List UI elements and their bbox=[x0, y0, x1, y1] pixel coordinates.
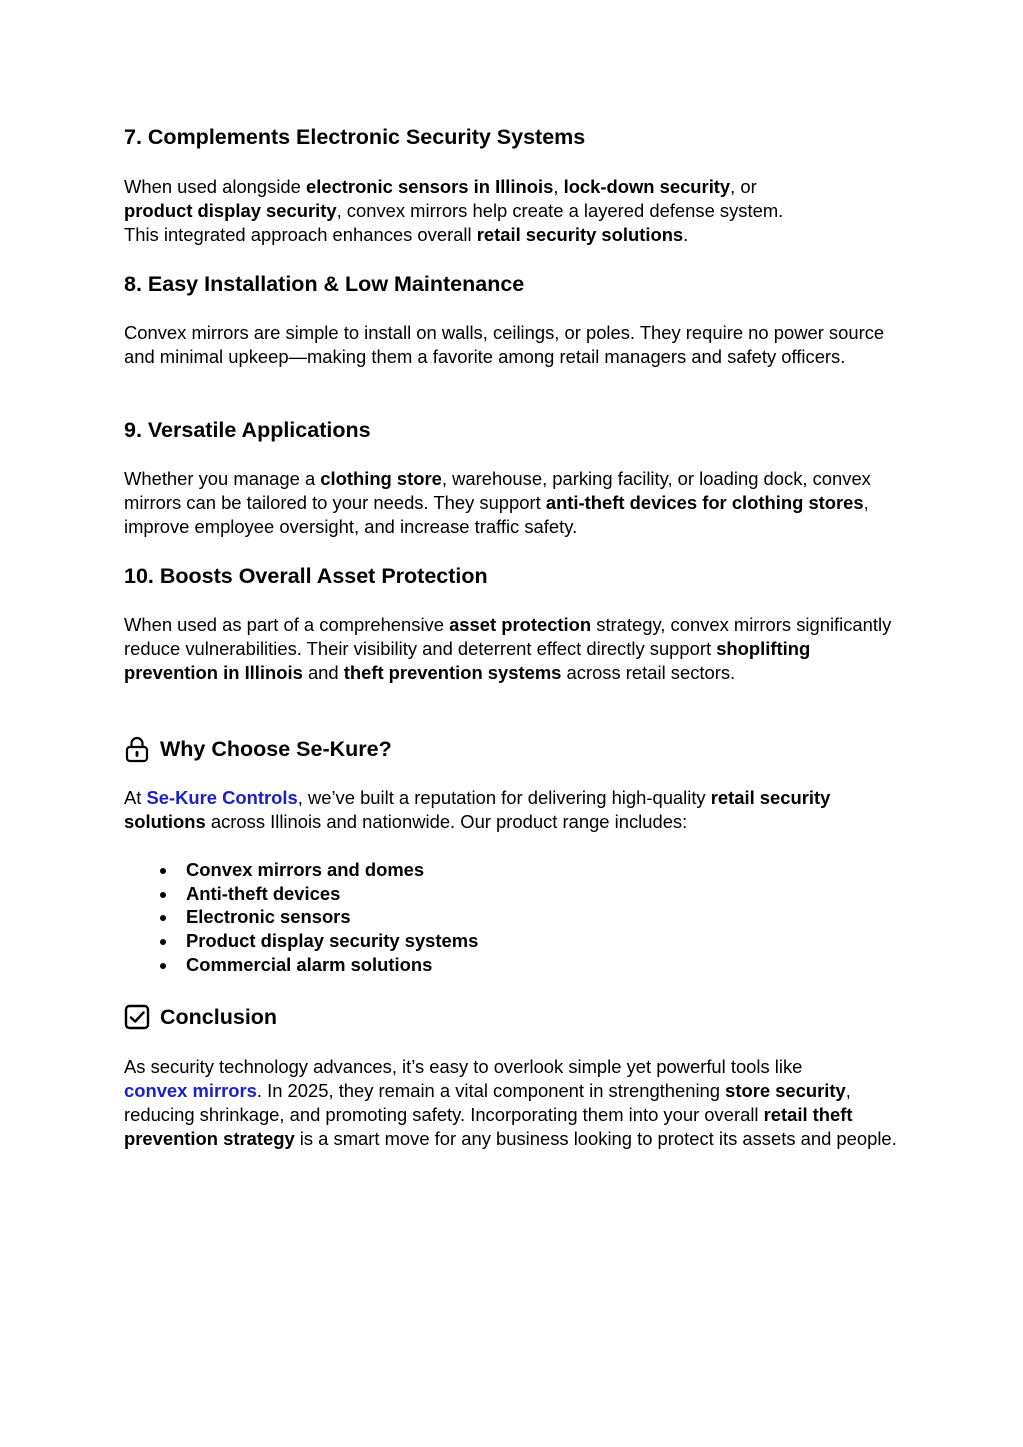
bold-text: store security bbox=[725, 1080, 846, 1101]
text: . bbox=[683, 224, 689, 245]
text: As security technology advances, it’s easy to overlook simple yet powerful tools like bbox=[124, 1056, 803, 1077]
section-8-heading: 8. Easy Installation & Low Maintenance bbox=[124, 272, 525, 296]
bold-text: asset protection bbox=[449, 614, 592, 635]
list-item-label: Commercial alarm solutions bbox=[186, 953, 433, 975]
section-7-paragraph bbox=[124, 175, 904, 247]
bullet bbox=[160, 868, 166, 874]
bold-text: product display security bbox=[124, 200, 337, 221]
conclusion-title: Conclusion bbox=[160, 1005, 278, 1029]
conclusion-paragraph bbox=[124, 1055, 904, 1151]
convex-mirrors-link[interactable]: convex mirrors bbox=[124, 1080, 257, 1101]
bold-text: retail security solutions bbox=[476, 224, 684, 245]
text: , reducing shrinkage, and promoting safety. Incorporating them into your overall bbox=[124, 1080, 851, 1125]
bold-text: lock-down security bbox=[563, 176, 731, 197]
section-9-paragraph bbox=[124, 467, 904, 539]
list-item-label: Electronic sensors bbox=[186, 906, 351, 928]
product-range-list bbox=[124, 858, 478, 977]
text: across Illinois and nationwide. Our product range includes: bbox=[205, 811, 688, 832]
text: strategy, convex mirrors significantly reduce vulnerabilities. Their visibility and deterrent effect directly support bbox=[124, 614, 892, 659]
list-item-label: Product display security systems bbox=[186, 930, 479, 952]
section-9-heading: 9. Versatile Applications bbox=[124, 418, 371, 442]
why-choose-heading bbox=[124, 735, 392, 763]
bullet bbox=[160, 939, 166, 945]
bullet bbox=[160, 892, 166, 898]
bold-text: retail security solutions bbox=[124, 787, 831, 832]
text: , we’ve built a reputation for delivering high-quality bbox=[297, 787, 711, 808]
list-item bbox=[124, 905, 478, 929]
text: , bbox=[553, 176, 564, 197]
se-kure-controls-link[interactable]: Se-Kure Controls bbox=[146, 787, 298, 808]
text: , convex mirrors help create a layered defense system. bbox=[336, 200, 784, 221]
bullet bbox=[160, 915, 166, 921]
conclusion-heading bbox=[124, 1004, 277, 1030]
bold-text: anti-theft devices for clothing stores bbox=[545, 492, 864, 513]
bold-text: electronic sensors in Illinois bbox=[306, 176, 554, 197]
text: . In 2025, they remain a vital component in strengthening bbox=[256, 1080, 726, 1101]
list-item bbox=[124, 882, 478, 906]
bold-text: shoplifting prevention in Illinois bbox=[124, 638, 811, 683]
bold-text: retail theft prevention strategy bbox=[124, 1104, 853, 1149]
bold-text: clothing store bbox=[320, 468, 442, 489]
check-box-icon bbox=[124, 1004, 150, 1030]
text: across retail sectors. bbox=[561, 662, 736, 683]
text: Whether you manage a bbox=[124, 468, 321, 489]
list-item-label: Convex mirrors and domes bbox=[186, 859, 425, 880]
why-choose-paragraph bbox=[124, 786, 904, 834]
section-10-paragraph bbox=[124, 613, 904, 685]
text: , warehouse, parking facility, or loading dock, convex mirrors can be tailored to your needs. They support bbox=[124, 468, 871, 513]
text: , or bbox=[730, 176, 757, 197]
list-item bbox=[124, 953, 478, 977]
list-item-label: Anti-theft devices bbox=[186, 882, 341, 904]
list-item bbox=[124, 929, 478, 953]
text: At bbox=[124, 787, 147, 808]
text: This integrated approach enhances overall bbox=[124, 224, 477, 245]
bullet bbox=[160, 963, 166, 969]
text: , improve employee oversight, and increase traffic safety. bbox=[124, 492, 869, 537]
list-item bbox=[124, 858, 478, 882]
text: When used as part of a comprehensive bbox=[124, 614, 450, 635]
section-7-heading: 7. Complements Electronic Security Systems bbox=[124, 125, 586, 149]
text: and bbox=[302, 662, 344, 683]
section-10-heading: 10. Boosts Overall Asset Protection bbox=[124, 564, 488, 588]
section-8-paragraph: Convex mirrors are simple to install on walls, ceilings, or poles. They require no power source and minimal upkeep—making them a favorite among retail managers and safety officers. bbox=[124, 322, 885, 367]
lock-icon bbox=[124, 735, 150, 763]
bold-text: theft prevention systems bbox=[343, 662, 562, 683]
text: is a smart move for any business looking to protect its assets and people. bbox=[294, 1128, 897, 1149]
text: When used alongside bbox=[124, 176, 306, 197]
why-choose-title: Why Choose Se-Kure? bbox=[160, 737, 392, 761]
